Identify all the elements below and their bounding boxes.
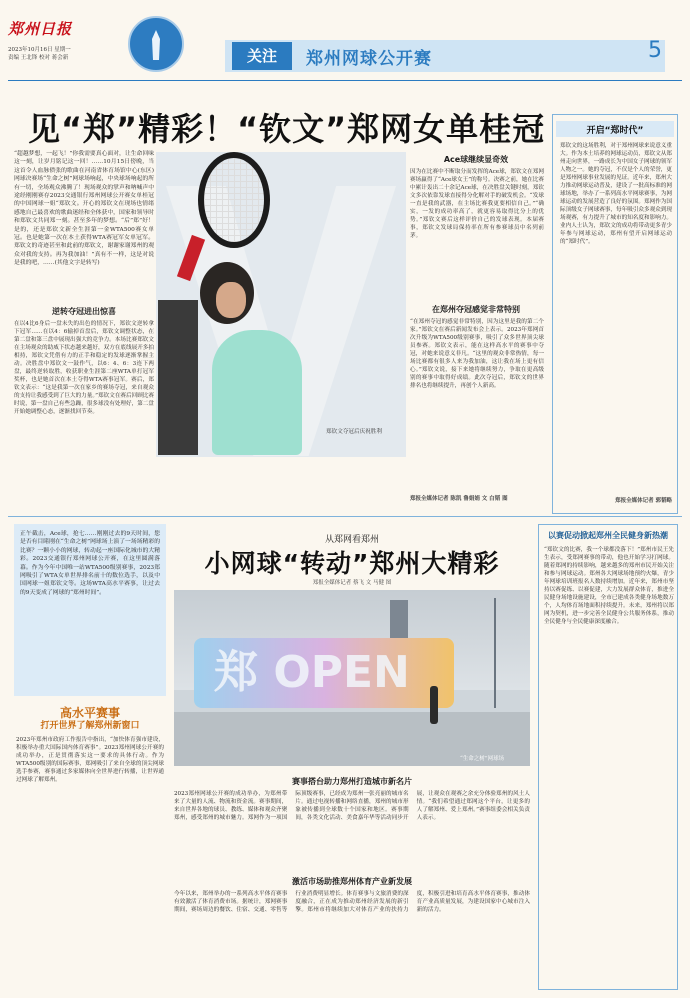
left-section-text: 2023年郑州市政府工作报告中指出，“加快体育强市建设，积极举办重大国际国内体育赛事”。2023郑州网球公开赛的成功举办，正是贯彻落实这一要求的具体行动。作为WTA500级别的国际赛事，郑网吸引了来自全球的顶尖网球选手参赛，赛事通过多家媒体向全世界进行转播，让世界通过网球了解郑州。 — [16, 737, 164, 783]
lead-subhead-2: Ace球继续显奇效 — [443, 155, 509, 164]
section-title: 郑州网球公开赛 — [306, 49, 432, 69]
feature-section-2: 今年以来，郑州举办的一系列高水平体育赛事有效激活了体育消费市场。据统计，郑网赛事期间，赛场周边的餐饮、住宿、交通、零售等行业消费明显增长。体育赛事与文旅消费的深度融合，正在成为推动郑州经济发展的新引擎。郑州市将继续加大对体育产业的扶持力度，积极引进和培育高水平体育赛事，推动体育产业高质量发展，为建设国家中心城市注入新的活力。 — [174, 891, 530, 913]
lead-byline: 郑报全媒体记者 陈凯 鲁娟娟 文 白韬 图 — [410, 496, 508, 502]
lead-intro: “超越梦想，一起飞！”你我需要真心面对，让生命回味这一刻，让岁月铭记这一回！……10月15日傍晚，当这首令人血脉偾张的歌曲在河南省体育场馆中心(东区)网球决赛场“生命之树”网球场响起，中央球场响起的所有一切，全场观众沸腾了！现场观众的掌声和呐喊声中途经刚刚赛存2023交通银行郑州网球公开赛女单桂冠的中国网球一姐“郑钦文。开心的郑钦文在现场也情绪感地自己最喜欢的歌曲迷经和全体获中，国家和领导时和郑钦文共同郑一刻。甚至多年的梦想。“后”郑”好！是的，还是郑钦文新全生涯第一金WTA500赛女单冠。也是她第一次在本土获得WTA赛冠军女单冠军。郑钦文的奇迹甚至和此前的郑钦文，谢谢家谢郑州的观众对我的支持。再为我加油！”真有不一样，这是对说是我的吧，……(其他文字是转写) — [14, 151, 154, 267]
feature-title: 小网球“转动”郑州大精彩 — [204, 549, 500, 578]
sign-lettering: 郑 OPEN — [214, 647, 410, 698]
tennis-racket-icon — [198, 152, 270, 248]
lead-section-2: 因为在比赛中不断取分而发挥的Ace球，郑钦文在郑网赛场赢得了“Ace球女王”的称号。决赛之前，她在比赛中累计轰出二十余记Ace球，在决胜盘关键时刻，郑钦文多次依靠发球直接得分化解对手的破发机会。“发球一直是我的武器，在主场比赛我更要相信自己。”“确实，一发的成功率高了，就更容易取得比分上的优势。”郑钦文赛后这样评价自己的发球表现。本届赛事，郑钦文发球局保持率在所有参赛球员中名列前茅。 — [410, 169, 544, 239]
lead-subhead-3: 在郑州夺冠感觉非常特别 — [432, 305, 520, 314]
feature-subhead-1: 赛事搭台助力郑州打造城市新名片 — [292, 777, 412, 786]
feature-byline: 郑报全媒体记者 蔡飞 文 马健 图 — [312, 580, 392, 586]
left-subhead-2: 打开世界了解郑州新窗口 — [40, 721, 140, 731]
side-byline: 郑报全媒体记者 郭韬略 — [615, 498, 672, 504]
lead-photo-caption: 郑钦文夺冠后庆祝胜利 — [326, 429, 382, 435]
feature-subhead-2: 激活市场助推郑州体育产业新发展 — [292, 877, 412, 886]
lead-subhead-1: 逆转夺冠进出惊喜 — [52, 307, 116, 316]
player-face — [216, 282, 246, 318]
feature-photo-caption: “生命之树”网球场 — [460, 756, 505, 762]
left-subhead-1: 高水平赛事 — [59, 706, 120, 720]
lead-section-1: 在以4比6身后一盘未失的出色的情况下，郑钦文逆转拿下冠军……在以4：6输掉首盘后，郑钦文调整状态，在第二盘和第三盘中展现出强大的竞争力。本场比赛郑钦文在主场观众的助威下状态越来越好，双方在底线展开多拍相持，郑钦文凭借有力的正手和稳定的发球逐渐掌握主动。决胜盘中郑钦文一鼓作气，以6：4、6：3连下两盘，最终逆转取胜，收获职业生涯第二座WTA单打冠军奖杯，也是她首次在本土夺得WTA赛事冠军。赛后，郑钦文表示：“这是我第一次在家乡的赛场夺冠，来自观众的支持让我感受到了巨大的力量。”郑钦文在赛后回顾比赛时说，第一盘自己有些急躁，很多球没有处理好，第二盘开始她调整心态，逐渐找回节奏。 — [14, 321, 154, 415]
lead-headline: 见“郑”精彩！“钦文”郑网女单桂冠 — [28, 110, 546, 148]
photo-light-pole — [494, 598, 496, 708]
side-text: 郑钦文的这场胜利，对于郑州网球来说意义重大。作为本土培养的网球运动员，郑钦文从郑州走向世界，一路成长为中国女子网球的领军人物之一。她的夺冠，不仅是个人的荣誉，更是郑州网球事业发展的见证。近年来，郑州大力推动网球运动普及，建设了一批高标准的网球场地，举办了一系列高水平网球赛事，为网球运动的发展营造了良好的氛围。郑网作为国际顶级女子网球赛事，每年吸引众多观众到现场观赛，有力提升了城市的知名度和影响力。业内人士认为，郑钦文的成功将带动更多青少年参与网球运动，郑州有望开启网球运动的“郑时代”。 — [560, 143, 672, 245]
right-panel-text: “郑钦文的比赛，我一个球都没落下！”郑州市民王先生表示，受郑网赛事的带动，他也开始学习打网球。随着郑网的持续影响，越来越多的郑州市民开始关注和参与网球运动。郑州各大网球场地预约火爆，青少年网球培训班报名人数持续增加。近年来，郑州市坚持以赛促练、以赛促建，大力发展群众体育，推进全民健身场地设施建设，全市已建成各类健身场地数万个，人均体育场地面积持续提升。未来，郑州将以郑网为契机，进一步完善全民健身公共服务体系，推动全民健身与全民健康深度融合。 — [544, 547, 674, 625]
issue-editors: 责编 王北锋 校对 蒋会新 — [8, 55, 69, 61]
player-figure — [212, 330, 302, 455]
mid-divider — [8, 516, 682, 517]
page-number: 5 — [648, 38, 662, 63]
photo-figure-left — [158, 300, 198, 455]
right-panel-title: 以赛促动掀起郑州全民健身新热潮 — [548, 531, 668, 540]
photo-person — [430, 686, 438, 724]
side-title: 开启“郑时代” — [586, 126, 644, 136]
left-panel-text: 正午截击，Ace球，抢七……刚刚过去的9天时间，您是否有目睹刚在“生命之树”网球场上演了一场场精彩的比赛？一颗小小的网球，转动起一座国际化城市的大精彩。2023交通银行郑州网球公开赛，在这里圆满落幕。作为今年中国唯一站WTA500级别赛事，2023郑网吸引了WTA女单世界排名前十的数位选手，以及中国网球一姐郑钦文等。这场WTA高水平赛事，让过去的9天变成了网球的“郑州时间”。 — [20, 531, 160, 596]
header-divider — [8, 80, 682, 81]
issue-meta — [8, 46, 71, 62]
newspaper-logo: 郑州日报 — [8, 20, 73, 38]
feature-kicker: 从郑网看郑州 — [324, 535, 379, 545]
section-tag: 关注 — [232, 42, 292, 70]
issue-date: 2023年10月16日 星期一 — [8, 47, 71, 53]
feature-section-1: 2023郑州网球公开赛的成功举办，为郑州带来了大量的人流、物流和资金流。赛事期间，来自世界各地的球员、教练、媒体和观众齐聚郑州，感受郑州的城市魅力。郑网作为一项国际顶级赛事，已经成为郑州一张亮丽的城市名片。通过电视转播和网络直播，郑州的城市形象被传播到全球数十个国家和地区。赛事期间，各类文化活动、美食嘉年华等活动同步开展，让观众在观赛之余充分体验郑州的风土人情。“我们希望通过郑网这个平台，让更多的人了解郑州、爱上郑州。”赛事组委会相关负责人表示。 — [174, 791, 530, 821]
lead-section-3: “在郑州夺冠的感觉非常特别，因为这里是我的第二个家。”郑钦文在赛后新闻发布会上表示。2023年郑网首次升级为WTA500级别赛事，吸引了众多世界顶尖球员参赛。郑钦文表示，能在这样高水平的赛事中夺冠，对她来说意义非凡。“这里的观众非常热情，每一场比赛都有很多人来为我加油，这让我在场上更有信心。”郑钦文说，接下来她将继续努力，争取在更高级别的赛事中取得好成绩。此次夺冠后，郑钦文的世界排名也将继续提升，再创个人新高。 — [410, 319, 544, 389]
